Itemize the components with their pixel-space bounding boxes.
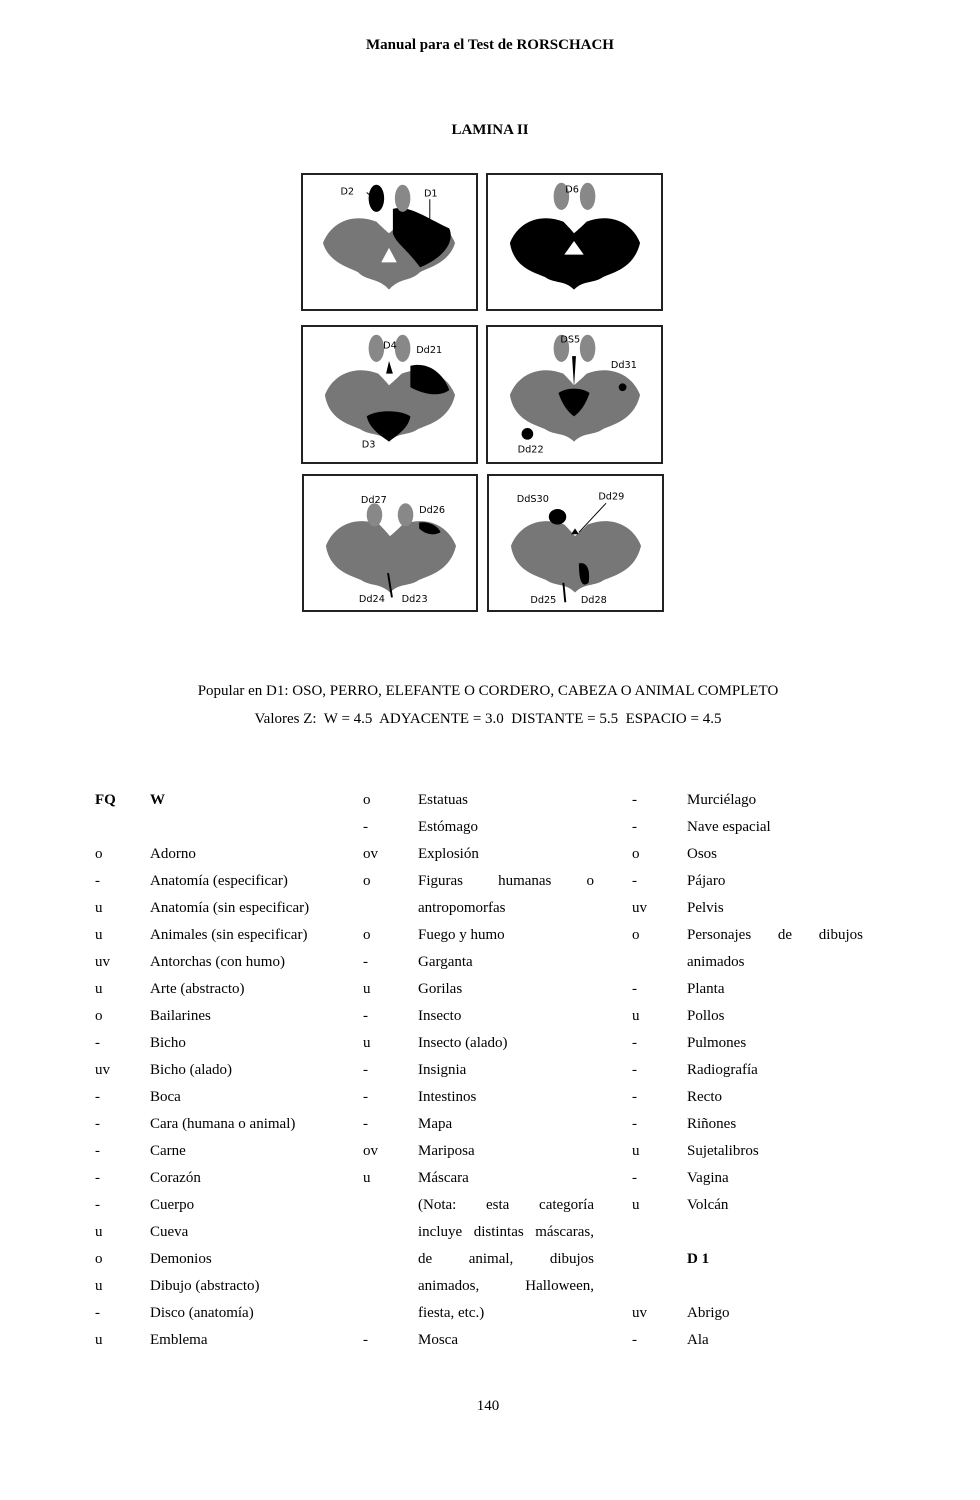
form-quality: uv [95,1062,110,1078]
response-row [632,1032,863,1059]
form-quality: u [632,1143,640,1159]
form-quality: - [95,1089,100,1105]
response-word: dibujos [818,927,863,943]
response-row [363,897,594,924]
response-text: Bailarines [150,1008,211,1024]
region-label: Dd24 [358,594,385,606]
response-text: Abrigo [687,1305,730,1321]
inkblot-image [488,327,661,462]
response-row [632,789,863,816]
response-word: (Nota: [418,1197,457,1213]
form-quality: - [95,1035,100,1051]
response-row [632,924,863,951]
region-label: Dd25 [530,595,557,607]
response-row [363,951,594,978]
response-row [363,1059,594,1086]
form-quality: - [363,954,368,970]
response-text: Insecto [418,1008,462,1024]
response-row [95,843,355,870]
form-quality: - [632,1116,637,1132]
response-text: Adorno [150,846,196,862]
inkblot-panel-4 [486,325,663,464]
inkblot-image [303,327,476,462]
response-row [632,1005,863,1032]
form-quality: - [95,1170,100,1186]
response-text: antropomorfas [418,900,506,916]
response-row [363,1113,594,1140]
response-row [363,1248,594,1275]
form-quality: o [632,846,640,862]
response-text: Disco (anatomía) [150,1305,254,1321]
response-row [363,843,594,870]
response-column-2 [363,789,594,1356]
response-text: Planta [687,981,725,997]
response-text [418,1275,594,1297]
form-quality: uv [632,1305,647,1321]
response-row [632,1113,863,1140]
response-text: Volcán [687,1197,729,1213]
response-row [363,978,594,1005]
response-text: Anatomía (sin especificar) [150,900,310,916]
form-quality: u [363,981,371,997]
inkblot-image [303,175,476,309]
response-row [363,1329,594,1356]
response-text: Estómago [418,819,478,835]
response-word: dibujos [549,1251,594,1267]
response-row [363,1140,594,1167]
response-word: animados, [418,1278,480,1294]
response-text [418,870,594,892]
response-text: D 1 [687,1251,710,1267]
response-row [95,1194,355,1221]
response-text: Bicho (alado) [150,1062,233,1078]
form-quality: uv [95,954,110,970]
response-row [363,1275,594,1302]
response-row [632,897,863,924]
response-word: incluye [418,1224,463,1240]
region-label: Dd23 [401,594,428,606]
response-column-3 [632,789,863,1356]
page-number: 140 [476,1398,500,1414]
response-text: Insecto (alado) [418,1035,508,1051]
response-row [95,1032,355,1059]
response-text: Boca [150,1089,181,1105]
page-header: Manual para el Test de RORSCHACH [366,37,614,53]
response-text: Fuego y humo [418,927,505,943]
response-word: categoría [539,1197,594,1213]
form-quality: - [632,981,637,997]
response-text [418,1194,594,1216]
response-text: Recto [687,1089,722,1105]
form-quality: uv [632,900,647,916]
form-quality: ov [363,846,378,862]
response-row [632,843,863,870]
response-text: W [150,792,165,808]
form-quality: - [632,1035,637,1051]
response-word: máscaras, [535,1224,594,1240]
response-word: o [586,873,594,889]
response-row [632,1248,863,1275]
response-row [632,1167,863,1194]
response-row [95,1086,355,1113]
response-text: Antorchas (con humo) [150,954,285,970]
response-text: Garganta [418,954,473,970]
response-row [632,951,863,978]
form-quality: o [95,1008,103,1024]
response-text: Murciélago [687,792,757,808]
region-label: Dd27 [360,495,387,507]
response-text: Intestinos [418,1089,477,1105]
response-word: de [777,927,793,943]
form-quality: - [632,873,637,889]
response-row [95,870,355,897]
inkblot-panel-1 [301,173,478,311]
response-text: Radiografía [687,1062,758,1078]
response-row [95,924,355,951]
form-quality: - [95,1305,100,1321]
response-text: Cara (humana o animal) [150,1116,296,1132]
response-row [363,1194,594,1221]
response-row [95,1005,355,1032]
response-row [95,1167,355,1194]
form-quality: u [632,1197,640,1213]
response-row [95,1329,355,1356]
response-row [95,1059,355,1086]
form-quality: - [363,1008,368,1024]
response-row [363,1221,594,1248]
form-quality: - [363,1062,368,1078]
response-text: Estatuas [418,792,468,808]
response-row [363,870,594,897]
response-text: animados [687,954,745,970]
response-row [363,816,594,843]
form-quality: u [632,1008,640,1024]
z-values: Valores Z: W = 4.5 ADYACENTE = 3.0 DISTANTE = 5.5 ESPACIO = 4.5 [254,711,722,727]
response-row [95,1221,355,1248]
response-row [632,816,863,843]
response-text: Mosca [418,1332,458,1348]
form-quality: u [95,900,103,916]
response-text: Osos [687,846,718,862]
response-text: Bicho [150,1035,186,1051]
response-text: Demonios [150,1251,212,1267]
response-text: fiesta, etc.) [418,1305,485,1321]
response-text: Nave espacial [687,819,771,835]
inkblot-image [489,476,662,610]
response-row [363,1167,594,1194]
plate-title: LAMINA II [451,122,529,138]
form-quality: u [95,981,103,997]
response-text [418,1248,594,1270]
form-quality: ov [363,1143,378,1159]
response-row [95,816,355,843]
form-quality: o [363,927,371,943]
response-text: Anatomía (especificar) [150,873,288,889]
form-quality: - [363,819,368,835]
response-text: Sujetalibros [687,1143,759,1159]
response-word: esta [486,1197,510,1213]
response-word: animal, [468,1251,514,1267]
response-text: Pájaro [687,873,726,889]
form-quality: o [632,927,640,943]
form-quality: o [95,1251,103,1267]
form-quality: u [363,1035,371,1051]
response-row [632,1329,863,1356]
response-row [632,978,863,1005]
response-word: de [418,1251,433,1267]
response-text: Arte (abstracto) [150,981,245,997]
response-text [418,1221,594,1243]
inkblot-panel-3 [301,325,478,464]
response-row [363,1302,594,1329]
response-row [632,1221,863,1248]
response-word: humanas [498,873,552,889]
inkblot-image [488,175,661,309]
response-row [95,1113,355,1140]
response-text: Mapa [418,1116,453,1132]
form-quality: - [95,1197,100,1213]
region-label: Dd26 [419,504,446,516]
response-word: Halloween, [525,1278,594,1294]
region-label: D1 [423,188,438,200]
inkblot-image [304,476,476,610]
region-label: D3 [361,439,376,451]
response-text: Dibujo (abstracto) [150,1278,260,1294]
response-row [95,951,355,978]
form-quality: - [95,1116,100,1132]
response-text: Cuerpo [150,1197,195,1213]
response-word: Personajes [687,927,752,943]
response-row [363,924,594,951]
response-row [632,1140,863,1167]
response-text: Cueva [150,1224,189,1240]
response-row [95,897,355,924]
inkblot-panel-2 [486,173,663,311]
region-label: DdS30 [516,494,549,506]
response-row [95,1275,355,1302]
response-row [95,1140,355,1167]
form-quality: u [95,1332,103,1348]
form-quality: - [95,873,100,889]
response-text: Pollos [687,1008,725,1024]
response-row [632,1275,863,1302]
form-quality: u [95,1278,103,1294]
form-quality: o [363,792,371,808]
form-quality: - [363,1332,368,1348]
response-text: Vagina [687,1170,729,1186]
response-text: Corazón [150,1170,201,1186]
response-text: Carne [150,1143,186,1159]
response-text: Riñones [687,1116,737,1132]
response-row [632,1302,863,1329]
response-text: Animales (sin especificar) [150,927,308,943]
form-quality: - [632,1170,637,1186]
form-quality: u [95,1224,103,1240]
response-row [363,1005,594,1032]
response-row [632,1086,863,1113]
response-text: Pelvis [687,900,724,916]
response-text: Ala [687,1332,709,1348]
response-text: Pulmones [687,1035,747,1051]
region-label: Dd28 [580,595,607,607]
region-label: Dd21 [416,345,443,357]
region-label: Dd29 [598,491,625,503]
response-row [95,978,355,1005]
form-quality: o [363,873,371,889]
region-label: D6 [565,184,579,196]
region-label: Dd31 [610,359,637,371]
response-row [632,1194,863,1221]
form-quality: - [632,1332,637,1348]
inkblot-panel-5 [302,474,478,612]
response-text: Insignia [418,1062,467,1078]
region-label: Dd22 [517,444,544,456]
form-quality: - [632,792,637,808]
response-text: Emblema [150,1332,208,1348]
form-quality: - [632,819,637,835]
popular-responses: Popular en D1: OSO, PERRO, ELEFANTE O CORDERO, CABEZA O ANIMAL COMPLETO [197,683,779,699]
response-word: Figuras [418,873,463,889]
form-quality: u [95,927,103,943]
form-quality: - [632,1089,637,1105]
response-row [95,1302,355,1329]
form-quality: o [95,846,103,862]
response-row [363,789,594,816]
response-row [632,1059,863,1086]
response-text: Mariposa [418,1143,475,1159]
form-quality: u [363,1170,371,1186]
region-label: DS5 [560,334,581,346]
form-quality: - [95,1143,100,1159]
form-quality: FQ [95,792,116,808]
response-text: Explosión [418,846,479,862]
response-word: distintas [473,1224,524,1240]
response-row [632,870,863,897]
response-text: Gorilas [418,981,463,997]
response-text [687,924,863,946]
response-row [363,1086,594,1113]
response-row [95,789,355,816]
region-label: D2 [340,186,355,198]
response-column-1 [95,789,355,1356]
response-text: Máscara [418,1170,469,1186]
form-quality: - [363,1089,368,1105]
response-row [363,1032,594,1059]
region-label: D4 [383,340,397,352]
form-quality: - [363,1116,368,1132]
inkblot-panel-6 [487,474,664,612]
response-row [95,1248,355,1275]
form-quality: - [632,1062,637,1078]
